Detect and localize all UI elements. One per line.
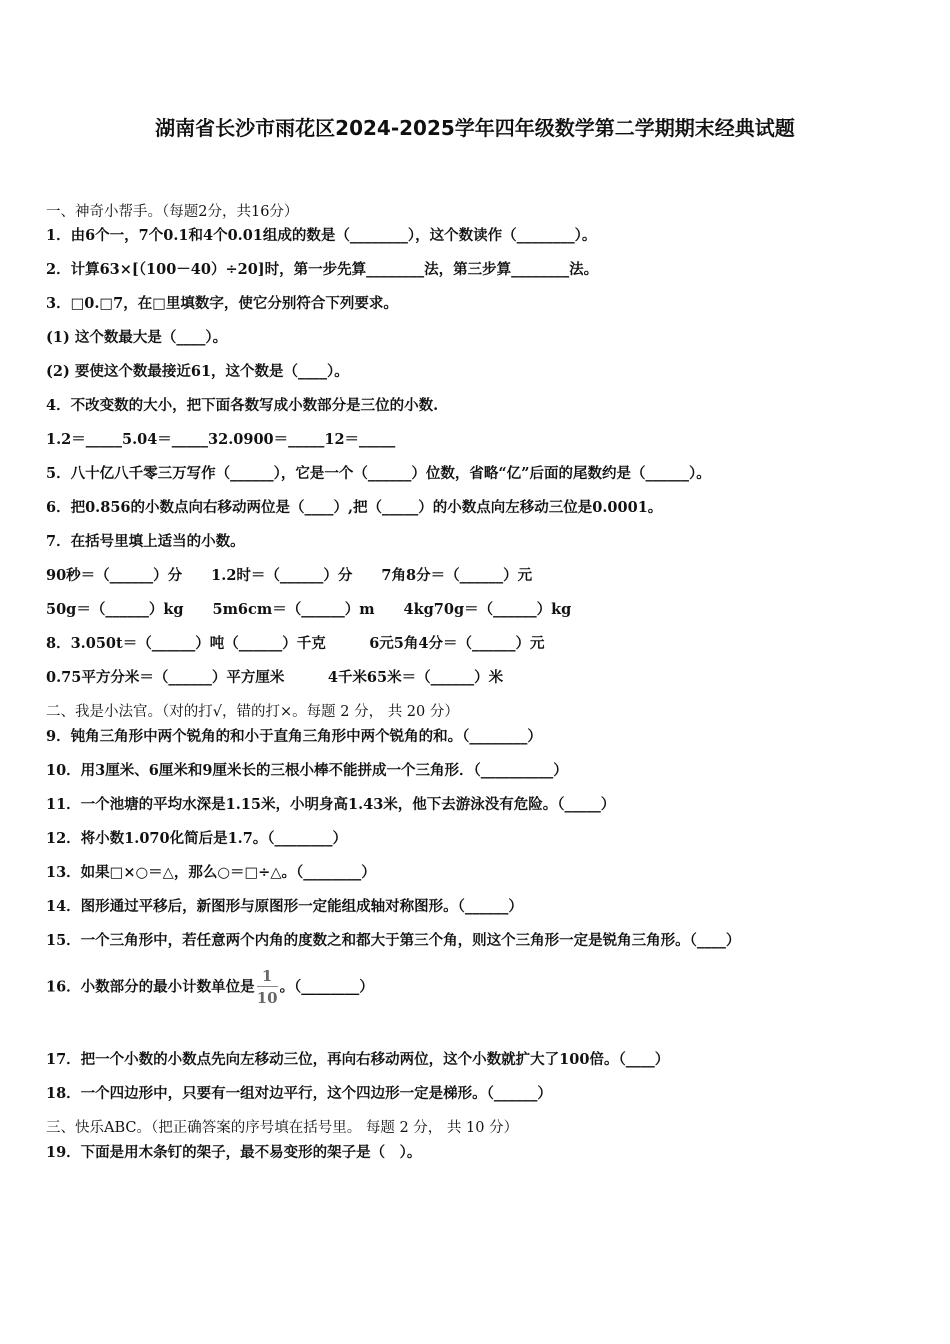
question-5: 5．八十亿八千零三万写作（______），它是一个（______）位数，省略“亿”后面的尾数约是（______）。 (46, 465, 711, 482)
question-4: 4．不改变数的大小，把下面各数写成小数部分是三位的小数. (46, 397, 439, 414)
question-16 (46, 966, 374, 1009)
question-11: 11．一个池塘的平均水深是1.15米，小明身高1.43米，他下去游泳没有危险。（_____） (46, 796, 616, 813)
question-16-blank: 。（________） (279, 978, 374, 996)
question-19: 19．下面是用木条钉的架子，最不易变形的架子是（ ）。 (46, 1144, 422, 1161)
section-2-heading: 二、我是小法官。（对的打√，错的打×。每题 2 分， 共 20 分） (46, 704, 459, 720)
question-10: 10．用3厘米、6厘米和9厘米长的三根小棒不能拼成一个三角形．（__________） (46, 762, 568, 779)
question-13: 13．如果□×○＝△，那么○＝□÷△。（________） (46, 864, 376, 881)
section-1-heading: 一、神奇小帮手。（每题2分，共16分） (46, 204, 299, 220)
question-3-part-1: (1) 这个数最大是（____）。 (46, 329, 228, 346)
question-4-items: 1.2＝_____5.04＝_____32.0900＝_____12＝_____ (46, 431, 396, 448)
question-15: 15．一个三角形中，若任意两个内角的度数之和都大于第三个角，则这个三角形一定是锐角三角形。（____） (46, 932, 741, 949)
question-7-row-1: 90秒＝（______）分 1.2时＝（______）分 7角8分＝（______）元 (46, 567, 533, 584)
question-6: 6．把0.856的小数点向右移动两位是（____）,把（_____）的小数点向左移动三位是0.0001。 (46, 499, 663, 516)
question-3-part-2: (2) 要使这个数最接近61，这个数是（____）。 (46, 363, 349, 380)
fraction (257, 966, 278, 1009)
question-17: 17．把一个小数的小数点先向左移动三位，再向右移动两位，这个小数就扩大了100倍。（____） (46, 1051, 670, 1068)
fraction-numerator: 1 (257, 966, 278, 987)
question-7: 7．在括号里填上适当的小数。 (46, 533, 245, 550)
fraction-denominator: 10 (256, 989, 278, 1007)
question-14: 14．图形通过平移后，新图形与原图形一定能组成轴对称图形。（______） (46, 898, 523, 915)
question-2: 2．计算63×[（100－40）÷20]时，第一步先算________法，第三步算________法。 (46, 261, 599, 278)
question-16-text: 16．小数部分的最小计数单位是 (46, 978, 255, 996)
question-1: 1．由6个一，7个0.1和4个0.01组成的数是（________），这个数读作（________）。 (46, 227, 597, 244)
question-18: 18．一个四边形中，只要有一组对边平行，这个四边形一定是梯形。（______） (46, 1085, 552, 1102)
question-7-row-2: 50g＝（______）kg 5m6cm＝（______）m 4kg70g＝（______）kg (46, 601, 572, 618)
question-9: 9．钝角三角形中两个锐角的和小于直角三角形中两个锐角的和。（________） (46, 728, 542, 745)
question-8-row-1: 8．3.050t＝（______）吨（______）千克 6元5角4分＝（______）元 (46, 635, 545, 652)
section-3-heading: 三、快乐ABC。（把正确答案的序号填在括号里。 每题 2 分， 共 10 分） (46, 1120, 519, 1136)
question-12: 12．将小数1.070化简后是1.7。（________） (46, 830, 348, 847)
page-title: 湖南省长沙市雨花区2024-2025学年四年级数学第二学期期末经典试题 (155, 116, 795, 140)
question-8-row-2: 0.75平方分米＝（______）平方厘米 4千米65米＝（______）米 (46, 669, 504, 686)
question-3: 3．□0.□7，在□里填数字，使它分别符合下列要求。 (46, 295, 398, 312)
